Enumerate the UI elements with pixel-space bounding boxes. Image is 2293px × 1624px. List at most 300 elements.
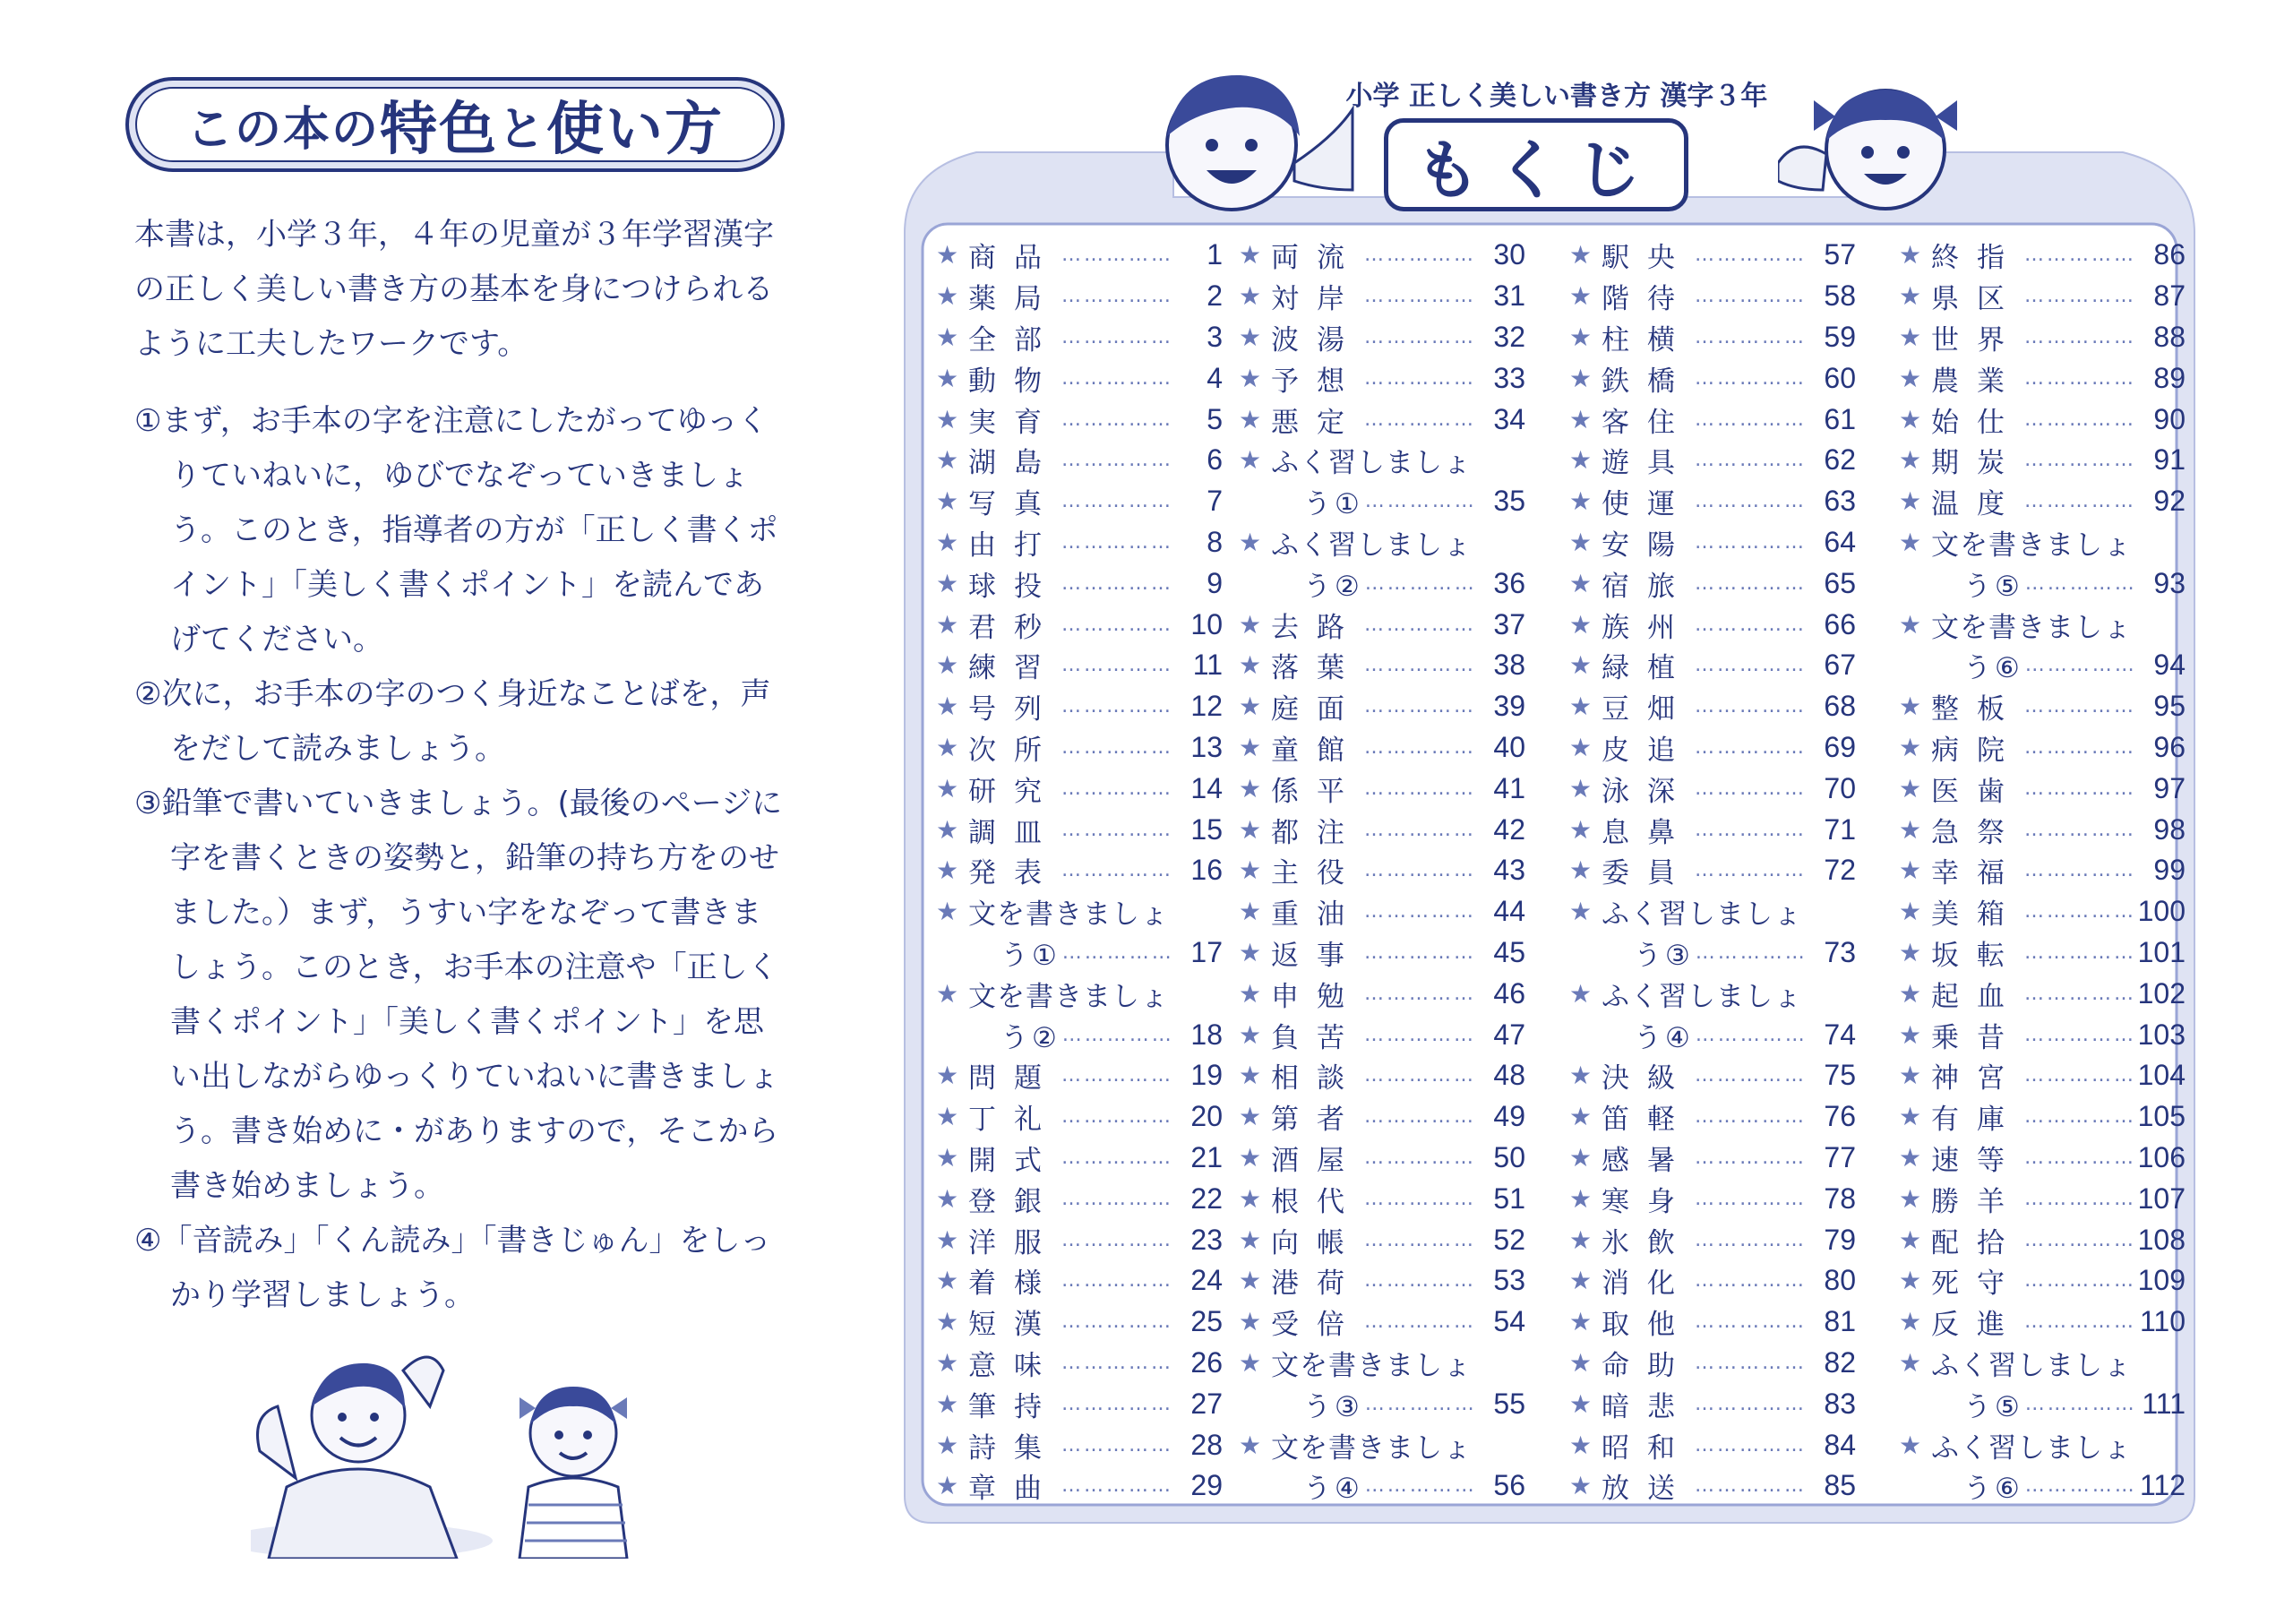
toc-entry-page: 106 bbox=[2137, 1140, 2186, 1173]
leader-dots: …………… bbox=[2024, 449, 2136, 472]
leader-dots: …………… bbox=[1061, 244, 1173, 267]
leader-dots: …………… bbox=[2024, 325, 2136, 348]
toc-entry-title: 波湯 bbox=[1271, 323, 1362, 357]
toc-entry bbox=[1899, 1055, 2186, 1096]
toc-entry-page: 66 bbox=[1824, 607, 1856, 640]
toc-entry bbox=[1569, 1014, 1856, 1055]
leader-dots: …………… bbox=[1695, 449, 1807, 472]
star-icon: ★ bbox=[1239, 404, 1262, 434]
toc-column-3 bbox=[1569, 235, 1856, 1507]
leader-dots: …………… bbox=[1364, 1392, 1477, 1415]
toc-entry-title: 命助 bbox=[1602, 1349, 1693, 1382]
star-icon: ★ bbox=[1239, 1347, 1262, 1378]
toc-entry bbox=[1239, 768, 1525, 809]
toc-entry-page: 44 bbox=[1493, 895, 1525, 928]
star-icon: ★ bbox=[936, 445, 959, 476]
toc-entry bbox=[936, 686, 1223, 727]
toc-entry bbox=[1899, 932, 2186, 974]
toc-entry-title: 文を書きましょ bbox=[1271, 1431, 1472, 1465]
leader-dots: …………… bbox=[1695, 1023, 1808, 1046]
toc-entry bbox=[936, 973, 1223, 1014]
toc-entry bbox=[936, 235, 1223, 276]
star-icon: ★ bbox=[936, 897, 959, 927]
leader-dots: …………… bbox=[1061, 1228, 1173, 1251]
star-icon: ★ bbox=[936, 732, 959, 762]
toc-entry bbox=[1239, 973, 1525, 1014]
toc-entry-title: 急祭 bbox=[1931, 816, 2022, 849]
toc-entry-title: 放送 bbox=[1602, 1473, 1693, 1506]
toc-entry-page: 38 bbox=[1493, 649, 1525, 682]
leader-dots: …………… bbox=[1695, 325, 1807, 348]
toc-entry-page: 99 bbox=[2153, 854, 2186, 887]
leader-dots: …………… bbox=[1695, 1433, 1807, 1456]
toc-entry-title: 両流 bbox=[1271, 242, 1362, 275]
toc-entry-page: 84 bbox=[1824, 1428, 1856, 1461]
title-part-3: と bbox=[498, 102, 547, 157]
leader-dots: …………… bbox=[2024, 859, 2136, 882]
toc-entry-title: 開式 bbox=[968, 1144, 1060, 1177]
toc-entry bbox=[1239, 1424, 1525, 1465]
star-icon: ★ bbox=[1239, 978, 1262, 1009]
star-icon: ★ bbox=[1569, 609, 1593, 640]
toc-entry-page: 98 bbox=[2153, 812, 2186, 846]
toc-entry-title: 息鼻 bbox=[1602, 816, 1693, 849]
leader-dots: …………… bbox=[1364, 1146, 1476, 1169]
leader-dots: …………… bbox=[1061, 1187, 1173, 1210]
leader-dots: …………… bbox=[1364, 1023, 1476, 1046]
toc-entry-title: 感暑 bbox=[1602, 1144, 1693, 1177]
toc-entry-title: 号列 bbox=[968, 693, 1060, 726]
toc-entry-page: 19 bbox=[1190, 1059, 1223, 1092]
star-icon: ★ bbox=[1569, 814, 1593, 845]
toc-entry-page: 61 bbox=[1824, 402, 1856, 435]
star-icon: ★ bbox=[1569, 281, 1593, 312]
toc-entry bbox=[1569, 809, 1856, 850]
star-icon: ★ bbox=[1239, 1019, 1262, 1050]
toc-entry-page: 76 bbox=[1824, 1100, 1856, 1133]
toc-entry-page: 50 bbox=[1493, 1140, 1525, 1173]
toc-entry bbox=[1569, 686, 1856, 727]
toc-entry-page: 62 bbox=[1824, 443, 1856, 477]
star-icon: ★ bbox=[1899, 814, 1922, 845]
toc-entry bbox=[1899, 1260, 2186, 1302]
leader-dots: …………… bbox=[1364, 490, 1477, 513]
toc-entry-page: 35 bbox=[1493, 485, 1525, 518]
toc-entry-title: 文を書きましょ bbox=[968, 980, 1169, 1013]
leader-dots: …………… bbox=[2024, 366, 2136, 390]
toc-entry-title: 返事 bbox=[1271, 939, 1362, 972]
toc-entry-title: 温度 bbox=[1931, 488, 2022, 521]
toc-column-1 bbox=[936, 235, 1223, 1507]
toc-entry bbox=[1899, 1219, 2186, 1260]
toc-entry-page: 93 bbox=[2153, 566, 2186, 599]
leader-dots: …………… bbox=[1695, 654, 1807, 677]
toc-entry-page: 20 bbox=[1190, 1100, 1223, 1133]
toc-entry bbox=[1239, 1014, 1525, 1055]
toc-entry bbox=[1569, 440, 1856, 481]
toc-entry bbox=[1569, 1383, 1856, 1424]
intro-paragraph: 本書は，小学３年，４年の児童が３年学習漢字の正しく美しい書き方の基本を身につけられるように工夫したワークです。 bbox=[134, 217, 774, 362]
toc-entry-title: ふく習しましょ bbox=[1931, 1349, 2132, 1382]
toc-entry-title: 乗昔 bbox=[1931, 1021, 2022, 1054]
toc-entry-title: う② bbox=[1303, 570, 1363, 603]
toc-entry-page: 86 bbox=[2153, 238, 2186, 271]
toc-entry-title: 対岸 bbox=[1271, 283, 1362, 316]
toc-entry-page: 41 bbox=[1493, 771, 1525, 804]
star-icon: ★ bbox=[936, 1224, 959, 1255]
toc-entry-page: 81 bbox=[1824, 1305, 1856, 1338]
star-icon: ★ bbox=[1899, 281, 1922, 312]
leader-dots: …………… bbox=[1061, 366, 1173, 390]
leader-dots: …………… bbox=[2024, 818, 2136, 841]
star-icon: ★ bbox=[1239, 363, 1262, 393]
toc-entry-title: 柱横 bbox=[1602, 323, 1693, 357]
leader-dots: …………… bbox=[1364, 777, 1476, 800]
star-icon: ★ bbox=[1239, 527, 1262, 557]
toc-entry-title: 坂転 bbox=[1931, 939, 2022, 972]
star-icon: ★ bbox=[936, 240, 959, 271]
toc-entry-page: 25 bbox=[1190, 1305, 1223, 1338]
girl-mascot bbox=[1778, 56, 1975, 226]
toc-entry-page: 7 bbox=[1207, 485, 1223, 518]
toc-entry bbox=[1569, 1096, 1856, 1138]
leader-dots: …………… bbox=[2024, 777, 2136, 800]
leader-dots: …………… bbox=[1061, 1433, 1173, 1456]
star-icon: ★ bbox=[1899, 692, 1922, 722]
star-icon: ★ bbox=[936, 1430, 959, 1460]
toc-entry-title: 筆持 bbox=[968, 1390, 1060, 1423]
star-icon: ★ bbox=[1899, 240, 1922, 271]
toc-entry-page: 83 bbox=[1824, 1387, 1856, 1420]
star-icon: ★ bbox=[1899, 527, 1922, 557]
toc-entry-page: 73 bbox=[1824, 935, 1856, 968]
star-icon: ★ bbox=[1239, 1430, 1262, 1460]
toc-entry bbox=[936, 768, 1223, 809]
toc-entry-title: 動物 bbox=[968, 365, 1060, 398]
leader-dots: …………… bbox=[1364, 1105, 1476, 1129]
toc-entry-page: 78 bbox=[1824, 1181, 1856, 1215]
toc-entry bbox=[1239, 645, 1525, 686]
toc-entry-title: 薬局 bbox=[968, 283, 1060, 316]
toc-entry bbox=[1899, 1302, 2186, 1343]
toc-entry bbox=[1569, 522, 1856, 563]
leader-dots: …………… bbox=[1695, 244, 1807, 267]
toc-entry-page: 32 bbox=[1493, 320, 1525, 353]
toc-entry-page: 26 bbox=[1190, 1345, 1223, 1379]
star-icon: ★ bbox=[1569, 650, 1593, 681]
toc-entry-page: 52 bbox=[1493, 1223, 1525, 1256]
leader-dots: …………… bbox=[1695, 530, 1807, 554]
leader-dots: …………… bbox=[1364, 1187, 1476, 1210]
toc-entry-title: 始仕 bbox=[1931, 406, 2022, 439]
leader-dots: …………… bbox=[2024, 1146, 2136, 1169]
toc-title: もくじ bbox=[1384, 118, 1688, 211]
toc-entry bbox=[1899, 1178, 2186, 1219]
toc-entry bbox=[1899, 973, 2186, 1014]
star-icon: ★ bbox=[1569, 240, 1593, 271]
toc-entry bbox=[1899, 357, 2186, 399]
toc-entry bbox=[936, 357, 1223, 399]
star-icon: ★ bbox=[936, 773, 959, 803]
toc-entry-title: 美箱 bbox=[1931, 898, 2022, 932]
star-icon: ★ bbox=[936, 527, 959, 557]
toc-entry bbox=[1899, 1424, 2186, 1465]
star-icon: ★ bbox=[1899, 486, 1922, 517]
toc-entry-page: 103 bbox=[2137, 1018, 2186, 1051]
star-icon: ★ bbox=[1899, 937, 1922, 967]
star-icon: ★ bbox=[1239, 814, 1262, 845]
toc-entry-page: 102 bbox=[2137, 976, 2186, 1010]
toc-entry-page: 71 bbox=[1824, 812, 1856, 846]
toc-entry-title: 君秒 bbox=[968, 611, 1060, 644]
toc-entry-title: 暗悲 bbox=[1602, 1390, 1693, 1423]
toc-entry bbox=[936, 1424, 1223, 1465]
toc-entry bbox=[1569, 1219, 1856, 1260]
toc-entry-page: 34 bbox=[1493, 402, 1525, 435]
toc-entry bbox=[936, 727, 1223, 769]
toc-entry-title: 調皿 bbox=[968, 816, 1060, 849]
leader-dots: …………… bbox=[1364, 982, 1476, 1005]
toc-entry-title: ふく習しましょ bbox=[1271, 447, 1472, 480]
leader-dots: …………… bbox=[1695, 941, 1808, 964]
step-2: ②次に，お手本の字のつく身近なことばを，声をだして読みましょう。 bbox=[134, 676, 771, 767]
star-icon: ★ bbox=[1569, 1061, 1593, 1091]
toc-entry-title: 族州 bbox=[1602, 611, 1693, 644]
toc-entry-page: 11 bbox=[1192, 649, 1223, 682]
toc-entry-page: 112 bbox=[2139, 1469, 2186, 1502]
toc-entry bbox=[1899, 481, 2186, 522]
leader-dots: …………… bbox=[1695, 613, 1807, 636]
leader-dots: …………… bbox=[1364, 325, 1476, 348]
star-icon: ★ bbox=[1569, 568, 1593, 598]
leader-dots: …………… bbox=[2024, 1187, 2136, 1210]
leader-dots: …………… bbox=[1695, 1269, 1807, 1293]
step-4: ④「音読み」「くん読み」「書きじゅん」をしっかり学習しましょう。 bbox=[134, 1223, 771, 1313]
toc-entry bbox=[1239, 604, 1525, 645]
toc-entry-page: 55 bbox=[1493, 1387, 1525, 1420]
leader-dots: …………… bbox=[1061, 818, 1173, 841]
toc-entry bbox=[1239, 1383, 1525, 1424]
star-icon: ★ bbox=[1239, 1142, 1262, 1173]
toc-entry bbox=[936, 604, 1223, 645]
leader-dots: …………… bbox=[2024, 695, 2136, 718]
toc-entry-page: 31 bbox=[1493, 279, 1525, 313]
toc-entry-title: 向帳 bbox=[1271, 1226, 1362, 1259]
leader-dots: …………… bbox=[2024, 1269, 2136, 1293]
toc-entry-title: 詩集 bbox=[968, 1431, 1060, 1465]
star-icon: ★ bbox=[936, 978, 959, 1009]
star-icon: ★ bbox=[1899, 1061, 1922, 1091]
toc-entry-title: 練習 bbox=[968, 652, 1060, 685]
star-icon: ★ bbox=[936, 1266, 959, 1296]
toc-entry bbox=[1899, 1014, 2186, 1055]
toc-entry-title: 童館 bbox=[1271, 734, 1362, 767]
toc-entry-title: 問題 bbox=[968, 1062, 1060, 1096]
toc-entry-page: 109 bbox=[2137, 1264, 2186, 1297]
toc-entry-page: 47 bbox=[1493, 1018, 1525, 1051]
toc-entry-title: 登銀 bbox=[968, 1185, 1060, 1218]
leader-dots: …………… bbox=[2024, 1228, 2136, 1251]
leader-dots: …………… bbox=[1695, 1351, 1807, 1374]
leader-dots: …………… bbox=[1364, 285, 1476, 308]
leader-dots: …………… bbox=[1061, 695, 1173, 718]
toc-entry-title: 根代 bbox=[1271, 1185, 1362, 1218]
toc-entry bbox=[1569, 645, 1856, 686]
star-icon: ★ bbox=[1239, 240, 1262, 271]
leader-dots: …………… bbox=[2024, 1474, 2137, 1498]
toc-entry-page: 59 bbox=[1824, 320, 1856, 353]
toc-entry bbox=[1239, 850, 1525, 891]
toc-entry-title: 主役 bbox=[1271, 857, 1362, 890]
leader-dots: …………… bbox=[1695, 735, 1807, 759]
toc-entry bbox=[1569, 1424, 1856, 1465]
toc-entry-page: 74 bbox=[1824, 1018, 1856, 1051]
toc-entry bbox=[1239, 357, 1525, 399]
toc-entry bbox=[1899, 440, 2186, 481]
toc-entry-title: う② bbox=[1001, 1021, 1061, 1054]
toc-entry-title: 神宮 bbox=[1931, 1062, 2022, 1096]
toc-entry-title: 宿旅 bbox=[1602, 570, 1693, 603]
toc-entry bbox=[936, 1138, 1223, 1179]
star-icon: ★ bbox=[1569, 1266, 1593, 1296]
toc-entry bbox=[1239, 1302, 1525, 1343]
leader-dots: …………… bbox=[1364, 244, 1476, 267]
star-icon: ★ bbox=[1239, 732, 1262, 762]
toc-entry-title: 由打 bbox=[968, 528, 1060, 562]
toc-entry bbox=[1239, 481, 1525, 522]
toc-entry-page: 107 bbox=[2137, 1181, 2186, 1215]
toc-entry bbox=[1239, 1138, 1525, 1179]
toc-entry-title: 氷飲 bbox=[1602, 1226, 1693, 1259]
leader-dots: …………… bbox=[1061, 613, 1173, 636]
toc-entry-page: 39 bbox=[1493, 690, 1525, 723]
toc-entry-page: 6 bbox=[1207, 443, 1223, 477]
leader-dots: …………… bbox=[1061, 859, 1173, 882]
toc-entry bbox=[936, 1219, 1223, 1260]
toc-entry-title: 短漢 bbox=[968, 1309, 1060, 1342]
leader-dots: …………… bbox=[2024, 285, 2136, 308]
leader-dots: …………… bbox=[1364, 408, 1476, 431]
star-icon: ★ bbox=[1239, 773, 1262, 803]
star-icon: ★ bbox=[1899, 773, 1922, 803]
toc-entry-title: ふく習しましょ bbox=[1602, 898, 1802, 932]
toc-entry bbox=[1899, 1383, 2186, 1424]
leader-dots: …………… bbox=[1061, 1310, 1173, 1334]
leader-dots: …………… bbox=[1364, 1310, 1476, 1334]
toc-entry-page: 46 bbox=[1493, 976, 1525, 1010]
star-icon: ★ bbox=[1569, 1183, 1593, 1214]
star-icon: ★ bbox=[1569, 692, 1593, 722]
star-icon: ★ bbox=[1569, 363, 1593, 393]
toc-entry bbox=[1239, 522, 1525, 563]
toc-entry-page: 60 bbox=[1824, 361, 1856, 394]
step-3: ③鉛筆で書いていきましょう。(最後のページに字を書くときの姿勢と，鉛筆の持ち方をのせました。）まず，うすい字をなぞって書きましょう。このとき，お手本の注意や「正しく書くポイント」「美しく書くポイント」を思い出しながらゆっくりていねいに書きましょう。書き始めに・がありますので，そこから書き始めましょう。 bbox=[134, 786, 783, 1204]
toc-entry-title: う⑥ bbox=[1963, 1473, 2023, 1506]
star-icon: ★ bbox=[936, 363, 959, 393]
toc-entry-page: 14 bbox=[1190, 771, 1223, 804]
toc-entry-title: 文を書きましょ bbox=[1931, 611, 2132, 644]
leader-dots: …………… bbox=[1695, 366, 1807, 390]
toc-entry-title: 重油 bbox=[1271, 898, 1362, 932]
leader-dots: …………… bbox=[1061, 408, 1173, 431]
leader-dots: …………… bbox=[1364, 366, 1476, 390]
toc-entry-title: 死守 bbox=[1931, 1267, 2022, 1301]
toc-entry bbox=[936, 440, 1223, 481]
toc-entry bbox=[1239, 399, 1525, 440]
toc-entry bbox=[936, 1302, 1223, 1343]
toc-entry-page: 17 bbox=[1190, 935, 1223, 968]
toc-entry-page: 105 bbox=[2137, 1100, 2186, 1133]
toc-entry-title: う④ bbox=[1634, 1021, 1694, 1054]
toc-entry-page: 42 bbox=[1493, 812, 1525, 846]
toc-entry-page: 90 bbox=[2153, 402, 2186, 435]
leader-dots: …………… bbox=[1695, 1474, 1807, 1498]
toc-entry-page: 12 bbox=[1190, 690, 1223, 723]
leader-dots: …………… bbox=[1695, 408, 1807, 431]
toc-entry-title: う③ bbox=[1303, 1390, 1363, 1423]
leader-dots: …………… bbox=[1695, 859, 1807, 882]
leader-dots: …………… bbox=[1695, 285, 1807, 308]
toc-entry-page: 23 bbox=[1190, 1223, 1223, 1256]
toc-entry-page: 2 bbox=[1207, 279, 1223, 313]
toc-entry-title: 農業 bbox=[1931, 365, 2022, 398]
toc-entry-page: 36 bbox=[1493, 566, 1525, 599]
toc-entry bbox=[1569, 1260, 1856, 1302]
leader-dots: …………… bbox=[1695, 571, 1807, 595]
star-icon: ★ bbox=[1239, 1102, 1262, 1132]
star-icon: ★ bbox=[1239, 692, 1262, 722]
toc-entry-title: 全部 bbox=[968, 323, 1060, 357]
toc-entry bbox=[936, 1465, 1223, 1507]
toc-entry-page: 9 bbox=[1207, 566, 1223, 599]
star-icon: ★ bbox=[1899, 855, 1922, 886]
toc-entry-title: 係平 bbox=[1271, 775, 1362, 808]
toc-entry-page: 5 bbox=[1207, 402, 1223, 435]
leader-dots: …………… bbox=[1364, 1228, 1476, 1251]
star-icon: ★ bbox=[936, 568, 959, 598]
leader-dots: …………… bbox=[1695, 1392, 1807, 1415]
toc-entry bbox=[1239, 686, 1525, 727]
toc-entry bbox=[936, 891, 1223, 932]
toc-entry-title: 豆畑 bbox=[1602, 693, 1693, 726]
toc-entry-title: 球投 bbox=[968, 570, 1060, 603]
leader-dots: …………… bbox=[2024, 1392, 2137, 1415]
toc-entry-title: 文を書きましょ bbox=[1931, 528, 2132, 562]
toc-entry bbox=[936, 1343, 1223, 1384]
toc-entry bbox=[1239, 727, 1525, 769]
toc-entry-title: 医歯 bbox=[1931, 775, 2022, 808]
leader-dots: …………… bbox=[1695, 695, 1807, 718]
toc-entry bbox=[1239, 1465, 1525, 1507]
star-icon: ★ bbox=[1239, 650, 1262, 681]
toc-entry-page: 87 bbox=[2153, 279, 2186, 313]
leader-dots: …………… bbox=[1695, 818, 1807, 841]
toc-entry-title: 文を書きましょ bbox=[1271, 1349, 1472, 1382]
toc-entry bbox=[936, 276, 1223, 317]
toc-entry-page: 22 bbox=[1190, 1181, 1223, 1215]
toc-entry-page: 79 bbox=[1824, 1223, 1856, 1256]
star-icon: ★ bbox=[936, 1347, 959, 1378]
toc-entry bbox=[1569, 604, 1856, 645]
toc-entry bbox=[1899, 399, 2186, 440]
leader-dots: …………… bbox=[2024, 408, 2136, 431]
star-icon: ★ bbox=[1899, 1266, 1922, 1296]
toc-entry-page: 80 bbox=[1824, 1264, 1856, 1297]
toc-entry-page: 94 bbox=[2153, 649, 2186, 682]
toc-entry bbox=[936, 1383, 1223, 1424]
star-icon: ★ bbox=[1569, 1388, 1593, 1419]
toc-entry-page: 70 bbox=[1824, 771, 1856, 804]
